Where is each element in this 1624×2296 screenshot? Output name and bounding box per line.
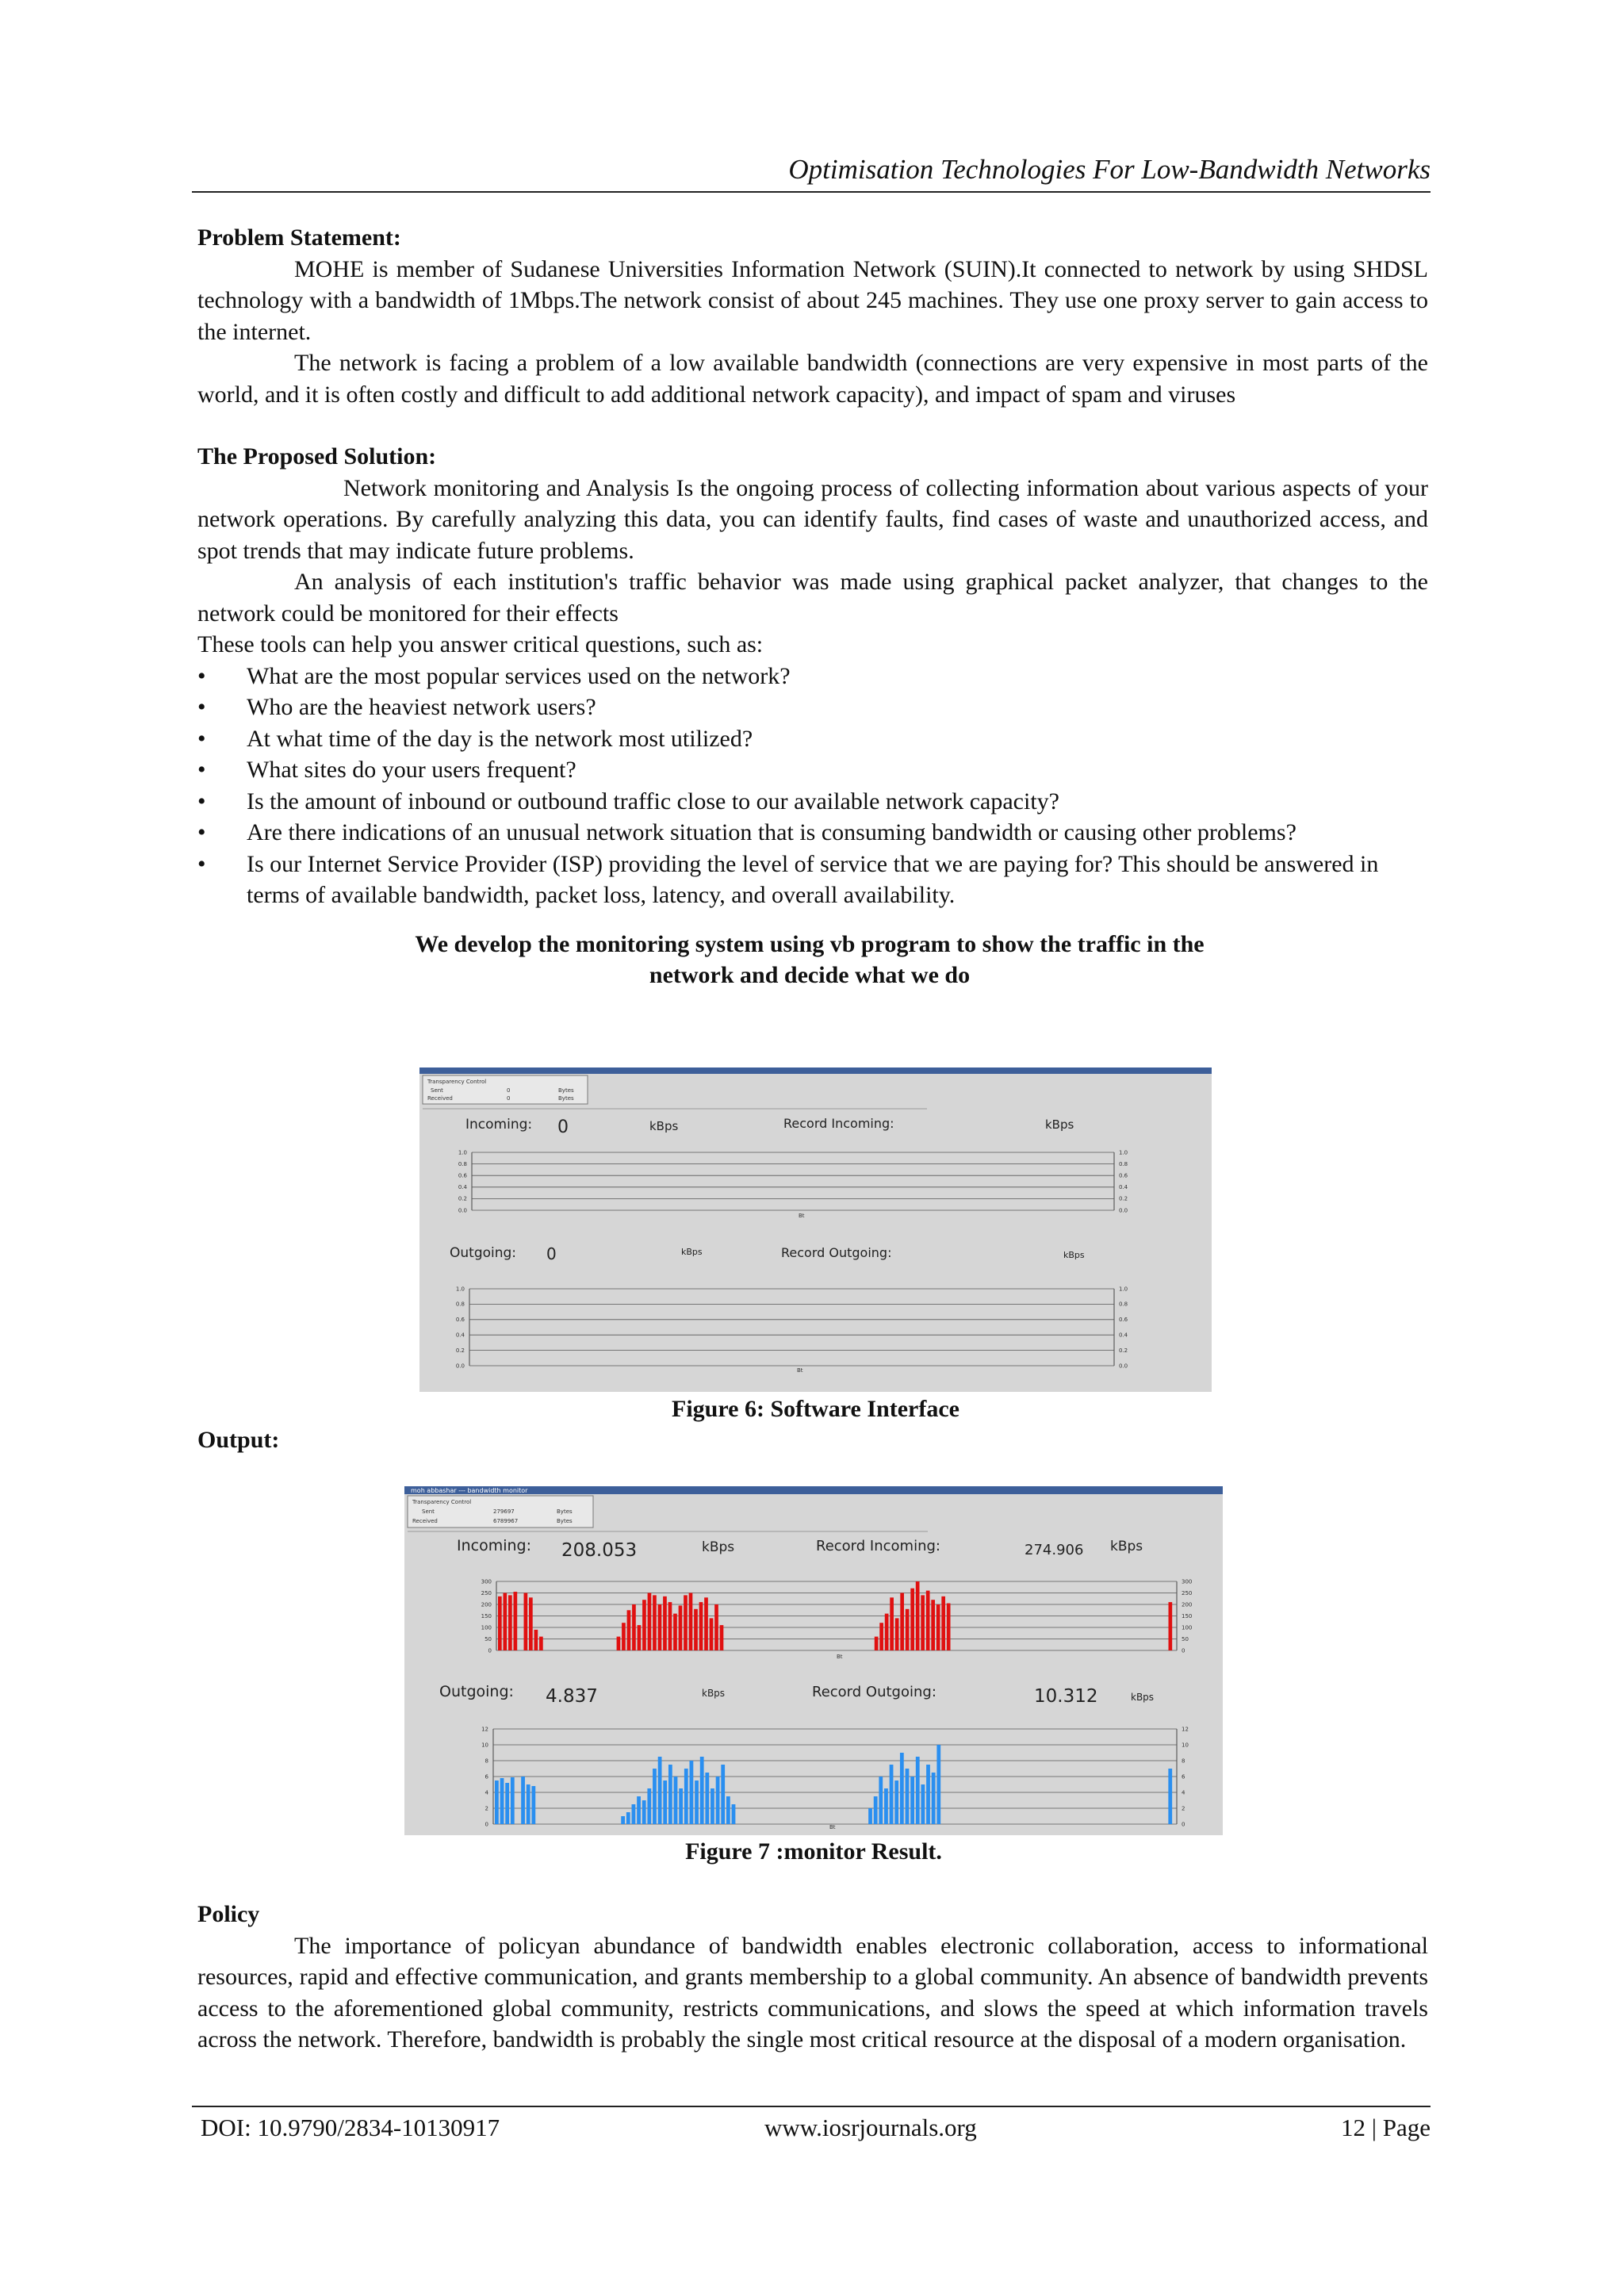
footer-site: www.iosrjournals.org <box>764 2114 977 2141</box>
bar <box>704 1597 708 1650</box>
bar <box>524 1593 528 1651</box>
bar <box>690 1761 694 1824</box>
outgoing-value: 4.837 <box>546 1686 598 1707</box>
tick-label-right: 0.4 <box>1119 1332 1128 1339</box>
bar <box>1169 1602 1173 1650</box>
bar <box>648 1593 652 1651</box>
bar <box>720 1625 724 1650</box>
bar <box>653 1595 657 1650</box>
bar <box>511 1777 515 1824</box>
tick-label-right: 0.8 <box>1119 1301 1128 1308</box>
record-outgoing-label: Record Outgoing: <box>781 1245 892 1260</box>
bar <box>710 1788 714 1824</box>
bar <box>638 1625 642 1650</box>
tick-label-right: 0.2 <box>1119 1347 1128 1354</box>
bar <box>884 1788 888 1824</box>
incoming-unit: kBps <box>649 1119 679 1133</box>
figure-7-caption: Figure 7 :monitor Result. <box>685 1838 942 1865</box>
incoming-chart <box>458 1149 1128 1213</box>
outgoing-value: 0 <box>546 1244 557 1263</box>
tick-label-left: 0.4 <box>458 1184 467 1191</box>
bar <box>505 1783 509 1824</box>
received-label: Received <box>412 1518 438 1524</box>
bar <box>668 1602 672 1650</box>
sent-value: 0 <box>507 1087 511 1094</box>
tick-label-right: 0.0 <box>1119 1363 1128 1370</box>
bar <box>637 1796 641 1824</box>
bar <box>632 1604 636 1650</box>
bar <box>895 1618 899 1650</box>
bar <box>890 1597 894 1650</box>
tick-label-left: 0 <box>485 1821 488 1828</box>
bar <box>504 1593 508 1651</box>
bar <box>900 1753 904 1824</box>
figure-7-monitor-result <box>404 1486 1223 1835</box>
bar <box>714 1604 718 1650</box>
bar <box>874 1796 878 1824</box>
tick-label-left: 10 <box>481 1742 488 1749</box>
outgoing-axis-label: Bt <box>829 1824 836 1830</box>
bar <box>653 1769 657 1824</box>
bytes-unit: Bytes <box>557 1518 573 1524</box>
bar <box>642 1600 646 1650</box>
record-outgoing-unit: kBps <box>1063 1250 1085 1260</box>
incoming-axis-label: Bt <box>799 1213 805 1219</box>
bar <box>632 1804 636 1824</box>
bar <box>890 1765 894 1824</box>
list-item: • At what time of the day is the network most utilized? <box>197 723 1428 755</box>
tick-label-left: 0.6 <box>455 1317 465 1324</box>
figure-6-software-interface <box>419 1068 1212 1392</box>
tick-label-right: 4 <box>1182 1789 1185 1796</box>
tick-label-right: 0.2 <box>1119 1195 1128 1202</box>
tick-label-right: 0.6 <box>1119 1317 1128 1324</box>
tick-label-right: 100 <box>1182 1624 1193 1631</box>
tick-label-right: 0.0 <box>1119 1207 1128 1214</box>
tick-label-left: 300 <box>481 1578 492 1585</box>
problem-heading: Problem Statement: <box>197 224 401 251</box>
record-outgoing-label: Record Outgoing: <box>812 1684 936 1700</box>
tick-label-left: 0 <box>488 1647 492 1654</box>
incoming-value: 0 <box>557 1117 569 1137</box>
bar <box>658 1604 662 1650</box>
bar <box>700 1757 704 1824</box>
bar <box>894 1780 898 1824</box>
tick-label-left: 1.0 <box>455 1286 465 1293</box>
tick-label-left: 0.4 <box>455 1332 465 1339</box>
spacer <box>197 410 1428 441</box>
tick-label-left: 0.8 <box>458 1160 467 1167</box>
bar <box>910 1589 914 1650</box>
window-title: moh abbashar --- bandwidth monitor <box>411 1487 528 1494</box>
question-list <box>197 661 1428 911</box>
solution-paragraph-3: These tools can help you answer critical questions, such as: <box>197 631 764 657</box>
tick-label-left: 12 <box>481 1726 488 1733</box>
bar <box>879 1777 883 1824</box>
record-incoming-unit: kBps <box>1110 1539 1143 1554</box>
tick-label-left: 8 <box>485 1757 488 1765</box>
tick-label-right: 250 <box>1182 1589 1193 1596</box>
bar <box>673 1614 677 1650</box>
list-item: • What are the most popular services used on the network? <box>197 661 1428 692</box>
bar <box>694 1609 698 1650</box>
bar <box>936 1604 940 1650</box>
bar <box>684 1595 688 1650</box>
bar <box>699 1602 703 1650</box>
bar <box>947 1604 951 1650</box>
incoming-label: Incoming: <box>465 1117 533 1133</box>
section-policy <box>197 1899 1428 2056</box>
tick-label-right: 0.4 <box>1119 1184 1128 1191</box>
tick-label-left: 50 <box>485 1635 492 1642</box>
incoming-chart <box>481 1578 1193 1654</box>
tick-label-right: 12 <box>1182 1726 1189 1733</box>
output-heading: Output: <box>197 1427 280 1453</box>
incoming-value: 208.053 <box>561 1540 638 1561</box>
bar <box>910 1777 914 1824</box>
bar <box>716 1777 720 1824</box>
bar <box>498 1596 502 1650</box>
bar <box>534 1630 538 1650</box>
header-rule <box>192 191 1431 193</box>
footer-rule <box>192 2106 1431 2107</box>
tick-label-left: 150 <box>481 1612 492 1619</box>
list-item: • Who are the heaviest network users? <box>197 692 1428 723</box>
outgoing-unit: kBps <box>702 1688 726 1699</box>
transparency-label: Transparency Control <box>412 1499 472 1505</box>
tick-label-right: 1.0 <box>1119 1286 1128 1293</box>
bar <box>663 1596 667 1650</box>
tick-label-left: 4 <box>485 1789 488 1796</box>
incoming-axis-label: Bt <box>837 1654 843 1660</box>
tick-label-right: 0.8 <box>1119 1160 1128 1167</box>
tick-label-left: 2 <box>485 1805 488 1812</box>
tick-label-left: 0.2 <box>458 1195 467 1202</box>
list-item: • Is the amount of inbound or outbound traffic close to our available network capacity? <box>197 786 1428 818</box>
bar <box>906 1609 910 1650</box>
bar <box>527 1784 530 1824</box>
bar <box>921 1784 925 1824</box>
transparency-label: Transparency Control <box>427 1079 487 1085</box>
bar <box>695 1780 699 1824</box>
list-item: • Are there indications of an unusual network situation that is consuming bandwidth or causing other problems? <box>197 817 1428 849</box>
tick-label-left: 250 <box>481 1589 492 1596</box>
bar <box>642 1800 646 1824</box>
received-value: 0 <box>507 1095 511 1102</box>
bar <box>875 1637 879 1650</box>
bar <box>626 1812 630 1824</box>
record-outgoing-value: 10.312 <box>1034 1686 1098 1707</box>
record-incoming-value: 274.906 <box>1025 1542 1084 1558</box>
bar <box>668 1765 672 1824</box>
bar <box>684 1769 688 1824</box>
tick-label-left: 0.6 <box>458 1172 467 1179</box>
problem-paragraph-2: The network is facing a problem of a low available bandwidth (connections are very expensive in most parts of the world, and it is often costly and difficult to add additional network capacity), and impact of spam and viruses <box>197 350 1428 408</box>
bar <box>868 1808 872 1824</box>
running-header: Optimisation Technologies For Low-Bandwidth Networks <box>788 154 1431 185</box>
list-item: • What sites do your users frequent? <box>197 754 1428 786</box>
tick-label-left: 0.0 <box>455 1363 465 1370</box>
tick-label-left: 200 <box>481 1601 492 1608</box>
bar <box>674 1777 678 1824</box>
tick-label-left: 6 <box>485 1773 488 1780</box>
bar <box>941 1596 945 1650</box>
bytes-unit: Bytes <box>558 1087 574 1094</box>
bar <box>921 1595 925 1650</box>
bar <box>906 1769 910 1824</box>
bar <box>617 1637 621 1650</box>
tick-label-left: 0.0 <box>458 1207 467 1214</box>
outgoing-unit: kBps <box>681 1247 703 1257</box>
bar <box>936 1745 940 1824</box>
bar <box>932 1773 936 1824</box>
bar <box>514 1592 518 1650</box>
list-item: • Is our Internet Service Provider (ISP) providing the level of service that we are paying for? This should be answered in terms of available bandwidth, packet loss, latency, and overall availability. <box>197 849 1428 911</box>
solution-paragraph-2: An analysis of each institution's traffic behavior was made using graphical packet analyzer, that changes to the network could be monitored for their effects <box>197 569 1428 627</box>
bar <box>663 1780 667 1824</box>
bytes-unit: Bytes <box>558 1095 574 1102</box>
bar <box>732 1804 736 1824</box>
tick-label-right: 0 <box>1182 1821 1185 1828</box>
bar <box>679 1788 683 1824</box>
tick-label-right: 2 <box>1182 1805 1185 1812</box>
bar <box>529 1597 533 1650</box>
bold-statement-line-1: We develop the monitoring system using vb program to show the traffic in the <box>415 930 1205 957</box>
tick-label-right: 0 <box>1182 1647 1185 1654</box>
bar <box>710 1618 714 1650</box>
bar <box>916 1581 920 1650</box>
outgoing-axis-label: Bt <box>797 1367 803 1374</box>
bar <box>879 1623 883 1650</box>
bar <box>721 1765 725 1824</box>
bar <box>705 1773 709 1824</box>
tick-label-right: 8 <box>1182 1757 1185 1765</box>
section-problem-solution <box>197 222 1428 991</box>
bar <box>658 1757 662 1824</box>
policy-heading: Policy <box>197 1901 260 1927</box>
tick-label-right: 200 <box>1182 1601 1193 1608</box>
window-titlebar <box>419 1068 1212 1074</box>
received-value: 6789967 <box>493 1518 519 1524</box>
bar <box>621 1816 625 1824</box>
tick-label-right: 6 <box>1182 1773 1185 1780</box>
bar <box>647 1788 651 1824</box>
spacer <box>197 911 1428 929</box>
incoming-label: Incoming: <box>457 1537 532 1554</box>
bar <box>531 1786 535 1824</box>
footer-page-number: 12 | Page <box>1341 2114 1431 2141</box>
tick-label-left: 0.2 <box>455 1347 465 1354</box>
bar <box>508 1595 512 1650</box>
sent-value: 279697 <box>493 1508 515 1515</box>
tick-label-right: 10 <box>1182 1742 1189 1749</box>
tick-label-right: 50 <box>1182 1635 1189 1642</box>
bold-statement-line-2: network and decide what we do <box>649 962 971 988</box>
bar <box>539 1637 543 1650</box>
bar <box>916 1757 920 1824</box>
incoming-unit: kBps <box>702 1539 735 1555</box>
bar <box>627 1610 631 1650</box>
bar <box>495 1780 499 1824</box>
bar <box>926 1591 930 1650</box>
tick-label-left: 1.0 <box>458 1149 467 1156</box>
policy-paragraph: The importance of policyan abundance of bandwidth enables electronic collaboration, access to informational resources, rapid and effective communication, and grants membership to a global community. An absence of bandwidth prevents access to the aforementioned global community, restricts communications, and slows the speed at which information travels across the network. Therefore, bandwidth is probably the single most critical resource at the disposal of a modern organisation. <box>197 1932 1428 2053</box>
outgoing-label: Outgoing: <box>439 1683 514 1700</box>
outgoing-label: Outgoing: <box>450 1245 517 1261</box>
sent-label: Sent <box>431 1087 443 1094</box>
tick-label-right: 1.0 <box>1119 1149 1128 1156</box>
bar <box>521 1777 525 1824</box>
tick-label-right: 0.6 <box>1119 1172 1128 1179</box>
record-incoming-unit: kBps <box>1045 1117 1074 1132</box>
received-label: Received <box>427 1095 453 1102</box>
bar <box>926 1765 930 1824</box>
tick-label-right: 150 <box>1182 1612 1193 1619</box>
record-outgoing-unit: kBps <box>1131 1692 1155 1703</box>
bar <box>1168 1769 1172 1824</box>
bar <box>931 1600 935 1650</box>
bar <box>622 1623 626 1650</box>
bytes-unit: Bytes <box>557 1508 573 1515</box>
record-incoming-label: Record Incoming: <box>816 1538 940 1554</box>
outgoing-chart <box>456 1286 1128 1369</box>
tick-label-left: 100 <box>481 1624 492 1631</box>
outgoing-chart <box>481 1726 1189 1827</box>
tick-label-right: 300 <box>1182 1578 1193 1585</box>
bar <box>885 1614 889 1650</box>
bar <box>679 1605 683 1650</box>
figure-6-caption: Figure 6: Software Interface <box>672 1396 959 1422</box>
solution-heading: The Proposed Solution: <box>197 443 437 470</box>
bar <box>726 1796 730 1824</box>
sent-label: Sent <box>422 1508 435 1515</box>
solution-paragraph-1: Network monitoring and Analysis Is the ongoing process of collecting information about various aspects of your network operations. By carefully analyzing this data, you can identify faults, find cases of waste and unauthorized access, and spot trends that may indicate future problems. <box>197 474 1428 564</box>
bar <box>500 1778 504 1824</box>
tick-label-left: 0.8 <box>455 1301 465 1308</box>
record-incoming-label: Record Incoming: <box>783 1116 894 1131</box>
bar <box>900 1593 904 1651</box>
footer-doi: DOI: 10.9790/2834-10130917 <box>201 2114 500 2141</box>
problem-paragraph-1: MOHE is member of Sudanese Universities Information Network (SUIN).It connected to network by using SHDSL technology with a bandwidth of 1Mbps.The network consist of about 245 machines. They use one proxy server to gain access to the internet. <box>197 255 1428 345</box>
bar <box>689 1593 693 1651</box>
